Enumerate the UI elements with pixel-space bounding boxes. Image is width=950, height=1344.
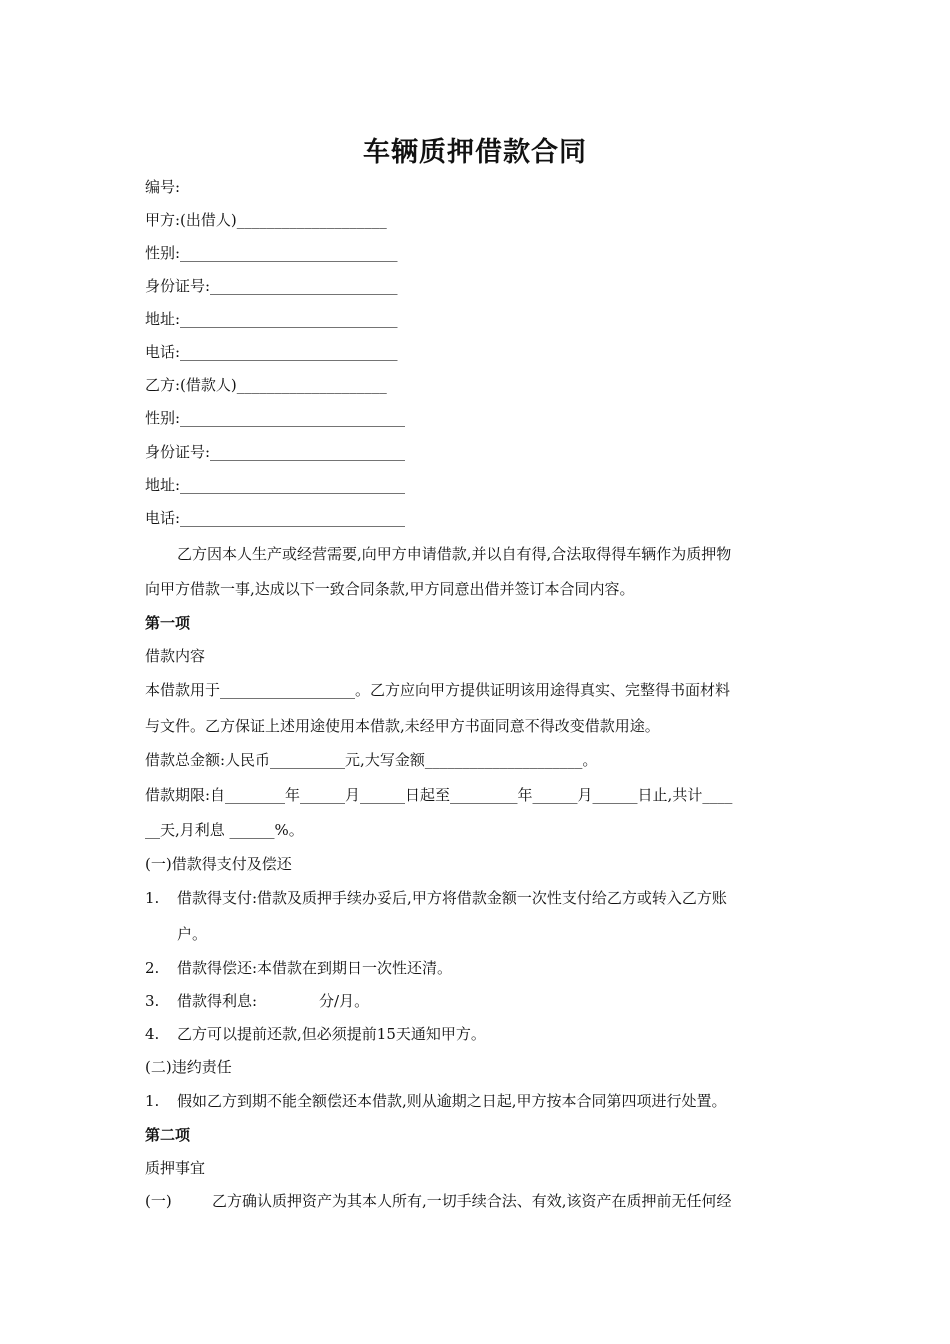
party-a-phone-field: 电话:_____________________________ <box>145 343 398 361</box>
intro-paragraph-line: 乙方因本人生产或经营需要,向甲方申请借款,并以自有得,合法取得得车辆作为质押物 <box>177 545 732 563</box>
list-item-number: 3. <box>145 992 160 1010</box>
list-item-continuation: 户。 <box>177 925 208 943</box>
party-b-phone-field: 电话:______________________________ <box>145 509 406 527</box>
contract-number-field: 编号: <box>145 178 181 196</box>
section-1-heading: 第一项 <box>145 614 191 632</box>
list-item-text: 借款得支付:借款及质押手续办妥后,甲方将借款金额一次性支付给乙方或转入乙方账 <box>177 889 727 907</box>
party-b-field: 乙方:(借款人)____________________ <box>145 376 387 394</box>
loan-term-line: 借款期限:自________年______月______日起至_________年______月______日止,共计____ <box>145 786 733 804</box>
contract-title: 车辆质押借款合同 <box>363 137 587 168</box>
party-a-gender-field: 性别:_____________________________ <box>145 244 398 262</box>
party-a-address-field: 地址:_____________________________ <box>145 310 398 328</box>
section-1-subheading: 借款内容 <box>145 647 206 665</box>
list-item-text: 假如乙方到期不能全额偿还本借款,则从逾期之日起,甲方按本合同第四项进行处置。 <box>177 1092 727 1110</box>
loan-term-line: __天,月利息 ______%。 <box>145 821 304 839</box>
loan-amount-line: 借款总金额:人民币__________元,大写金额_____________________。 <box>145 751 598 769</box>
list-item-number: 4. <box>145 1025 160 1043</box>
party-b-gender-field: 性别:______________________________ <box>145 409 406 427</box>
list-item-number: 2. <box>145 959 160 977</box>
list-item-text: 借款得偿还:本借款在到期日一次性还清。 <box>177 959 453 977</box>
party-a-field: 甲方:(出借人)____________________ <box>145 211 387 229</box>
intro-paragraph-line: 向甲方借款一事,达成以下一致合同条款,甲方同意出借并签订本合同内容。 <box>145 580 635 598</box>
list-item-text: 乙方可以提前还款,但必须提前15天通知甲方。 <box>177 1025 486 1043</box>
list-item-number: 1. <box>145 1092 160 1110</box>
payment-heading: (一)借款得支付及偿还 <box>145 855 292 873</box>
list-item-text: 借款得利息: 分/月。 <box>177 992 370 1010</box>
list-item-number: (一) <box>145 1192 172 1210</box>
purpose-line: 本借款用于__________________。乙方应向甲方提供证明该用途得真实、完整得书面材料 <box>145 681 731 699</box>
section-2-heading: 第二项 <box>145 1126 191 1144</box>
party-a-id-field: 身份证号:_________________________ <box>145 277 398 295</box>
party-b-id-field: 身份证号:__________________________ <box>145 443 406 461</box>
list-item-text: 乙方确认质押资产为其本人所有,一切手续合法、有效,该资产在质押前无任何经 <box>212 1192 732 1210</box>
breach-heading: (二)违约责任 <box>145 1058 232 1076</box>
section-2-subheading: 质押事宜 <box>145 1159 206 1177</box>
purpose-line: 与文件。乙方保证上述用途使用本借款,未经甲方书面同意不得改变借款用途。 <box>145 717 660 735</box>
party-b-address-field: 地址:______________________________ <box>145 476 406 494</box>
list-item-number: 1. <box>145 889 160 907</box>
